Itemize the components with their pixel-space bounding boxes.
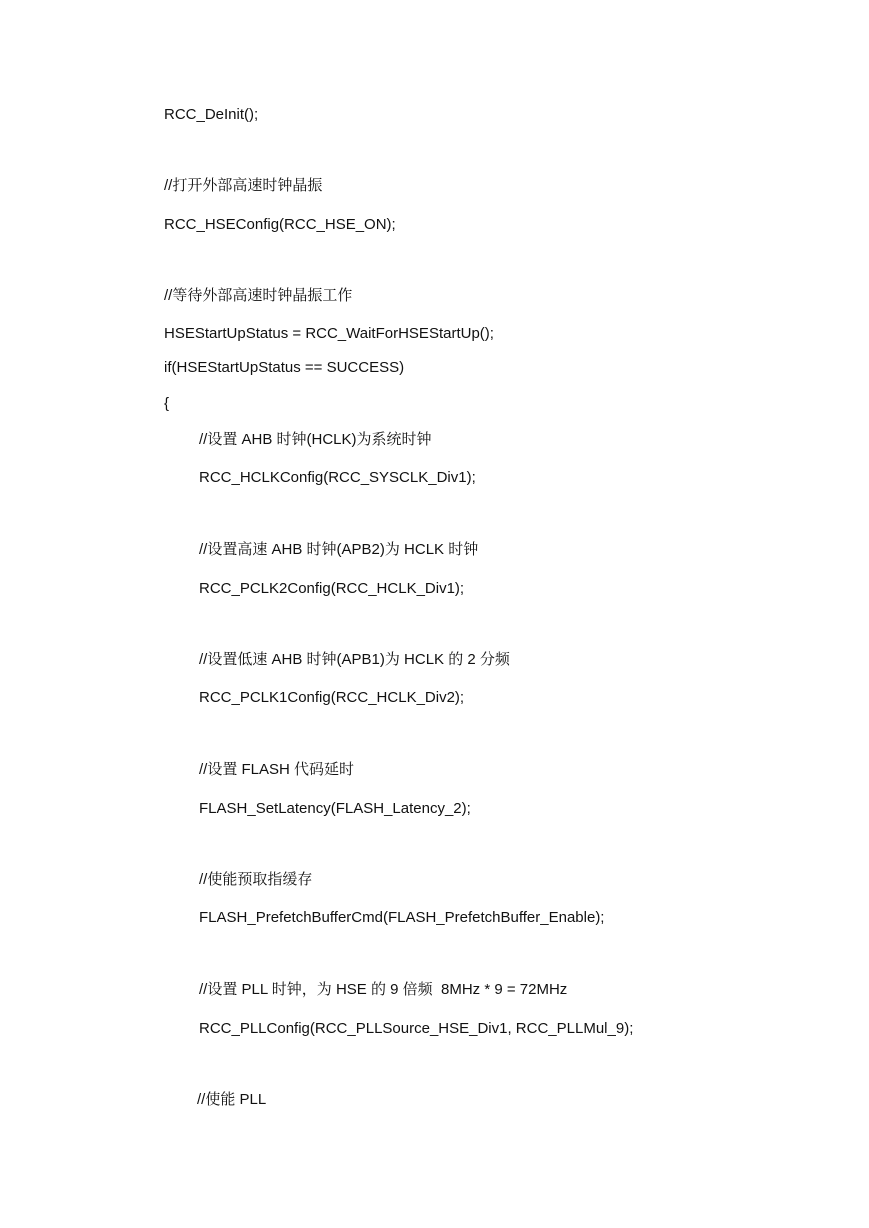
comment-line-flash-latency: //设置 FLASH 代码延时: [199, 761, 355, 778]
code-line-pll-config: RCC_PLLConfig(RCC_PLLSource_HSE_Div1, RCC_PLLMul_9);: [199, 1020, 634, 1037]
code-line-pclk1-config: RCC_PCLK1Config(RCC_HCLK_Div2);: [199, 689, 465, 706]
code-line-hse-config: RCC_HSEConfig(RCC_HSE_ON);: [164, 216, 396, 233]
comment-line-prefetch: //使能预取指缓存: [199, 871, 313, 888]
comment-line-pll-clock: //设置 PLL 时钟，为 HSE 的 9 倍频 8MHz * 9 = 72MHz: [199, 981, 568, 998]
comment-line-apb2-clock: //设置高速 AHB 时钟(APB2)为 HCLK 时钟: [199, 541, 479, 558]
code-line-pclk2-config: RCC_PCLK2Config(RCC_HCLK_Div1);: [199, 580, 465, 597]
comment-line-enable-hse: //打开外部高速时钟晶振: [164, 177, 323, 194]
code-line-open-brace: {: [164, 395, 170, 412]
code-line-hclk-config: RCC_HCLKConfig(RCC_SYSCLK_Div1);: [199, 469, 476, 486]
code-line-prefetch-cmd: FLASH_PrefetchBufferCmd(FLASH_PrefetchBuffer_Enable);: [199, 909, 605, 926]
comment-line-apb1-clock: //设置低速 AHB 时钟(APB1)为 HCLK 的 2 分频: [199, 651, 510, 668]
code-line-rcc-deinit: RCC_DeInit();: [164, 106, 259, 123]
comment-line-enable-pll: //使能 PLL: [197, 1091, 267, 1108]
code-line-hse-startup-status: HSEStartUpStatus = RCC_WaitForHSEStartUp();: [164, 325, 494, 342]
comment-line-wait-hse: //等待外部高速时钟晶振工作: [164, 287, 353, 304]
code-line-if-success: if(HSEStartUpStatus == SUCCESS): [164, 359, 405, 376]
comment-line-ahb-clock: //设置 AHB 时钟(HCLK)为系统时钟: [199, 431, 432, 448]
code-line-flash-set-latency: FLASH_SetLatency(FLASH_Latency_2);: [199, 800, 471, 817]
